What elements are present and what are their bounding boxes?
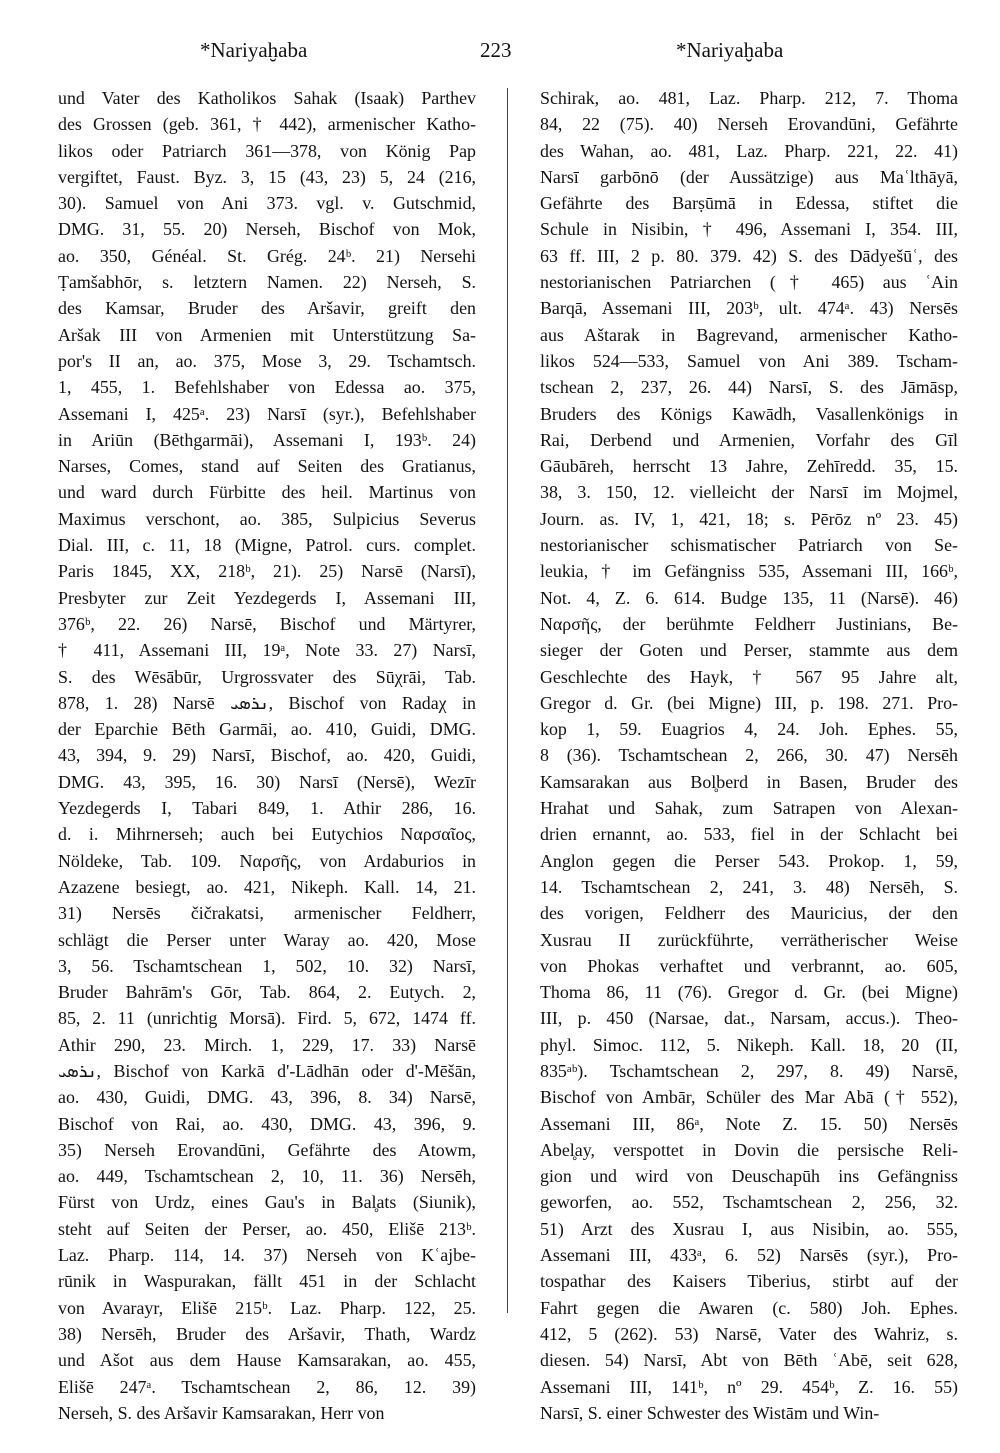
text-line: gion und wird von Deuschapūh ins Gefängniss <box>540 1166 958 1187</box>
text-line: Bischof von Ambār, Schüler des Mar Abā († 552), <box>540 1087 958 1108</box>
text-line: Fahrt gegen die Awaren (c. 580) Joh. Ephes. <box>540 1297 958 1318</box>
left-column <box>58 85 476 1426</box>
running-header <box>0 38 1000 68</box>
text-line: Narses, Comes, stand auf Seiten des Gratianus, <box>58 456 476 477</box>
text-line: ao. 350, Généal. St. Grég. 24ᵇ. 21) Nersehi <box>58 245 476 266</box>
text-line: Elišē 247ᵃ. Tschamtschean 2, 86, 12. 39) <box>58 1376 476 1397</box>
text-line: 38) Nersēh, Bruder des Aršavir, Thath, Wardz <box>58 1323 476 1344</box>
text-line: Aršak III von Armenien mit Unterstützung Sa- <box>58 324 476 345</box>
text-line: Presbyter zur Zeit Yezdegerds I, Assemani III, <box>58 587 476 608</box>
text-line: 38, 3. 150, 12. vielleicht der Narsī im Mojmel, <box>540 482 958 503</box>
text-line: 1, 455, 1. Befehlshaber von Edessa ao. 375, <box>58 377 476 398</box>
text-line: Schule in Nisibin, † 496, Assemani I, 354. III, <box>540 219 958 240</box>
text-line: Azazene besiegt, ao. 421, Nikeph. Kall. 14, 21. <box>58 876 476 897</box>
text-line: und ward durch Fürbitte des heil. Martinus von <box>58 482 476 503</box>
text-line: aus Aštarak in Bagrevand, armenischer Katho- <box>540 324 958 345</box>
text-line: Bruders des Königs Kawādh, Vasallenkönigs in <box>540 403 958 424</box>
text-line: 3, 56. Tschamtschean 1, 502, 10. 32) Narsī, <box>58 955 476 976</box>
text-line: von Avarayr, Elišē 215ᵇ. Laz. Pharp. 122, 25. <box>58 1297 476 1318</box>
text-line: schlägt die Perser unter Waray ao. 420, Mose <box>58 929 476 950</box>
text-line: Ṭamšabhōr, s. letztern Namen. 22) Nerseh, S. <box>58 272 476 293</box>
text-line: Abel̥ay, verspottet in Dovin die persische Reli- <box>540 1139 958 1160</box>
text-line: steht auf Seiten der Perser, ao. 450, Elišē 213ᵇ. <box>58 1218 476 1239</box>
text-line: 878, 1. 28) Narsē ܢܪܣܝ, Bischof von Radaχ in <box>58 692 476 713</box>
text-line: 412, 5 (262). 53) Narsē, Vater des Wahriz, s. <box>540 1323 958 1344</box>
text-line: phyl. Simoc. 112, 5. Nikeph. Kall. 18, 20 (II, <box>540 1034 958 1055</box>
text-line: leukia, † im Gefängniss 535, Assemani III, 166ᵇ, <box>540 561 958 582</box>
text-line: ܢܪܣܝ, Bischof von Karkā d'-Lādhān oder d'-Mēšān, <box>58 1060 476 1081</box>
text-line: Dial. III, c. 11, 18 (Migne, Patrol. curs. complet. <box>58 535 476 556</box>
page-number: 223 <box>480 38 512 62</box>
text-line: Narsī garbōnō (der Aussätzige) aus Maʿlthāyā, <box>540 166 958 187</box>
text-line: Thoma 86, 11 (76). Gregor d. Gr. (bei Migne) <box>540 982 958 1003</box>
text-line: vergiftet, Faust. Byz. 3, 15 (43, 23) 5, 24 (216, <box>58 166 476 187</box>
text-line: DMG. 43, 395, 16. 30) Narsī (Nersē), Wezīr <box>58 771 476 792</box>
text-line: Assemani I, 425ᵃ. 23) Narsī (syr.), Befehlshaber <box>58 403 476 424</box>
text-line: Assemani III, 141ᵇ, nº 29. 454ᵇ, Z. 16. 55) <box>540 1376 958 1397</box>
text-line: 84, 22 (75). 40) Nerseh Erovandūni, Gefährte <box>540 114 958 135</box>
text-line: Not. 4, Z. 6. 614. Budge 135, 11 (Narsē). 46) <box>540 587 958 608</box>
text-line: 51) Arzt des Xusrau I, aus Nisibin, ao. 555, <box>540 1218 958 1239</box>
text-line: des Grossen (geb. 361, † 442), armenischer Katho- <box>58 114 476 135</box>
text-line: sieger der Goten und Perser, stammte aus dem <box>540 640 958 661</box>
text-line: 835ᵃᵇ). Tschamtschean 2, 297, 8. 49) Narsē, <box>540 1060 958 1081</box>
text-line: der Eparchie Bēth Garmāi, ao. 410, Guidi, DMG. <box>58 719 476 740</box>
text-line: Journ. as. IV, 1, 421, 18; s. Pērōz nº 23. 45) <box>540 508 958 529</box>
text-line: tospathar des Kaisers Tiberius, stirbt auf der <box>540 1271 958 1292</box>
right-column <box>540 85 958 1426</box>
text-line: Assemani III, 86ᵃ, Note Z. 15. 50) Nersēs <box>540 1113 958 1134</box>
text-line: † 411, Assemani III, 19ᵃ, Note 33. 27) Narsī, <box>58 640 476 661</box>
text-line: Nerseh, S. des Aršavir Kamsarakan, Herr von <box>58 1402 385 1423</box>
column-divider <box>507 88 508 1313</box>
text-line: DMG. 31, 55. 20) Nerseh, Bischof von Mok, <box>58 219 476 240</box>
text-line: Rai, Derbend und Armenien, Vorfahr des Gīl <box>540 429 958 450</box>
text-line: Gāubāreh, herrscht 13 Jahre, Zehīredd. 35, 15. <box>540 456 958 477</box>
text-line: Nöldeke, Tab. 109. Ναρσῆς, von Ardaburios in <box>58 850 476 871</box>
text-line: Kamsarakan aus Bol̥berd in Basen, Bruder des <box>540 771 958 792</box>
text-line: nestorianischen Patriarchen († 465) aus ʿAin <box>540 272 958 293</box>
text-line: 30). Samuel von Ani 373. vgl. v. Gutschmid, <box>58 193 476 214</box>
text-line: Maximus verschont, ao. 385, Sulpicius Severus <box>58 508 476 529</box>
text-line: kop 1, 59. Euagrios 4, 24. Joh. Ephes. 55, <box>540 719 958 740</box>
text-line: Gefährte des Barṣūmā in Edessa, stiftet die <box>540 193 958 214</box>
text-line: Assemani III, 433ᵃ, 6. 52) Narsēs (syr.), Pro- <box>540 1245 958 1266</box>
text-line: und Vater des Katholikos Sahak (Isaak) Parthev <box>58 88 476 108</box>
text-line: Barqā, Assemani III, 203ᵇ, ult. 474ᵃ. 43) Nersēs <box>540 298 958 319</box>
text-line: Geschlechte des Hayk, † 567 95 Jahre alt, <box>540 666 958 687</box>
text-line: d. i. Mihrnerseh; auch bei Eutychios Ναρσαῖος, <box>58 824 476 845</box>
text-line: drien ernannt, ao. 533, fiel in der Schlacht bei <box>540 824 958 845</box>
text-line: S. des Wēsābūr, Urgrossvater des Sūχrāi, Tab. <box>58 666 476 687</box>
text-line: des vorigen, Feldherr des Mauricius, der den <box>540 903 958 924</box>
text-line: geworfen, ao. 552, Tschamtschean 2, 256, 32. <box>540 1192 958 1213</box>
text-line: Bruder Bahrām's Gōr, Tab. 864, 2. Eutych. 2, <box>58 982 476 1003</box>
text-line: Ναρσῆς, der berühmte Feldherr Justinians, Be- <box>540 613 958 634</box>
text-line: des Wahan, ao. 481, Laz. Pharp. 221, 22. 41) <box>540 140 958 161</box>
text-line: des Kamsar, Bruder des Aršavir, greift den <box>58 298 476 319</box>
text-line: Laz. Pharp. 114, 14. 37) Nerseh von Kʿajbe- <box>58 1245 476 1266</box>
text-line: Fürst von Urdz, eines Gau's in Bal̥ats (Siunik), <box>58 1192 476 1213</box>
text-line: Narsī, S. einer Schwester des Wistām und Win- <box>540 1402 880 1423</box>
text-line: 85, 2. 11 (unrichtig Morsā). Fird. 5, 672, 1474 ff. <box>58 1008 476 1029</box>
text-line: por's II an, ao. 375, Mose 3, 29. Tschamtsch. <box>58 350 476 371</box>
header-left-title: *Nariyaḫaba <box>200 38 308 62</box>
text-line: 376ᵇ, 22. 26) Narsē, Bischof und Märtyrer, <box>58 613 476 634</box>
text-line: 31) Nersēs čičrakatsi, armenischer Feldherr, <box>58 903 476 924</box>
text-line: 8 (36). Tschamtschean 2, 266, 30. 47) Nersēh <box>540 745 958 766</box>
text-line: rūnik in Waspurakan, fällt 451 in der Schlacht <box>58 1271 476 1292</box>
text-line: Hrahat und Sahak, zum Satrapen von Alexan- <box>540 798 958 819</box>
text-line: von Phokas verhaftet und verbrannt, ao. 605, <box>540 955 958 976</box>
text-line: Paris 1845, XX, 218ᵇ, 21). 25) Narsē (Narsī), <box>58 561 476 582</box>
text-line: III, p. 450 (Narsae, dat., Narsam, accus.). Theo- <box>540 1008 958 1029</box>
text-line: likos oder Patriarch 361—378, von König Pap <box>58 140 476 161</box>
text-line: diesen. 54) Narsī, Abt von Bēth ʿAbē, seit 628, <box>540 1350 958 1371</box>
text-line: und Ašot aus dem Hause Kamsarakan, ao. 455, <box>58 1350 476 1371</box>
text-line: nestorianischer schismatischer Patriarch von Se- <box>540 535 958 556</box>
text-line: Xusrau II zurückführte, verrätherischer Weise <box>540 929 958 950</box>
text-line: ao. 449, Tschamtschean 2, 10, 11. 36) Nersēh, <box>58 1166 476 1187</box>
text-line: in Ariūn (Bēthgarmāi), Assemani I, 193ᵇ. 24) <box>58 429 476 450</box>
text-line: tschean 2, 237, 26. 44) Narsī, S. des Jāmāsp, <box>540 377 958 398</box>
text-line: 35) Nerseh Erovandūni, Gefährte des Atowm, <box>58 1139 476 1160</box>
text-line: Athir 290, 23. Mirch. 1, 229, 17. 33) Narsē <box>58 1034 476 1055</box>
text-line: 63 ff. III, 2 p. 80. 379. 42) S. des Dādyešūʿ, des <box>540 245 958 266</box>
text-line: ao. 430, Guidi, DMG. 43, 396, 8. 34) Narsē, <box>58 1087 476 1108</box>
text-line: 43, 394, 9. 29) Narsī, Bischof, ao. 420, Guidi, <box>58 745 476 766</box>
text-line: Gregor d. Gr. (bei Migne) III, p. 198. 271. Pro- <box>540 692 958 713</box>
text-line: Yezdegerds I, Tabari 849, 1. Athir 286, 16. <box>58 798 476 819</box>
text-line: Anglon gegen die Perser 543. Prokop. 1, 59, <box>540 850 958 871</box>
text-line: likos 524—533, Samuel von Ani 389. Tscham- <box>540 350 958 371</box>
text-line: 14. Tschamtschean 2, 241, 3. 48) Nersēh, S. <box>540 876 958 897</box>
text-line: Bischof von Rai, ao. 430, DMG. 43, 396, 9. <box>58 1113 476 1134</box>
text-line: Schirak, ao. 481, Laz. Pharp. 212, 7. Thoma <box>540 88 958 108</box>
header-right-title: *Nariyaḫaba <box>676 38 784 62</box>
